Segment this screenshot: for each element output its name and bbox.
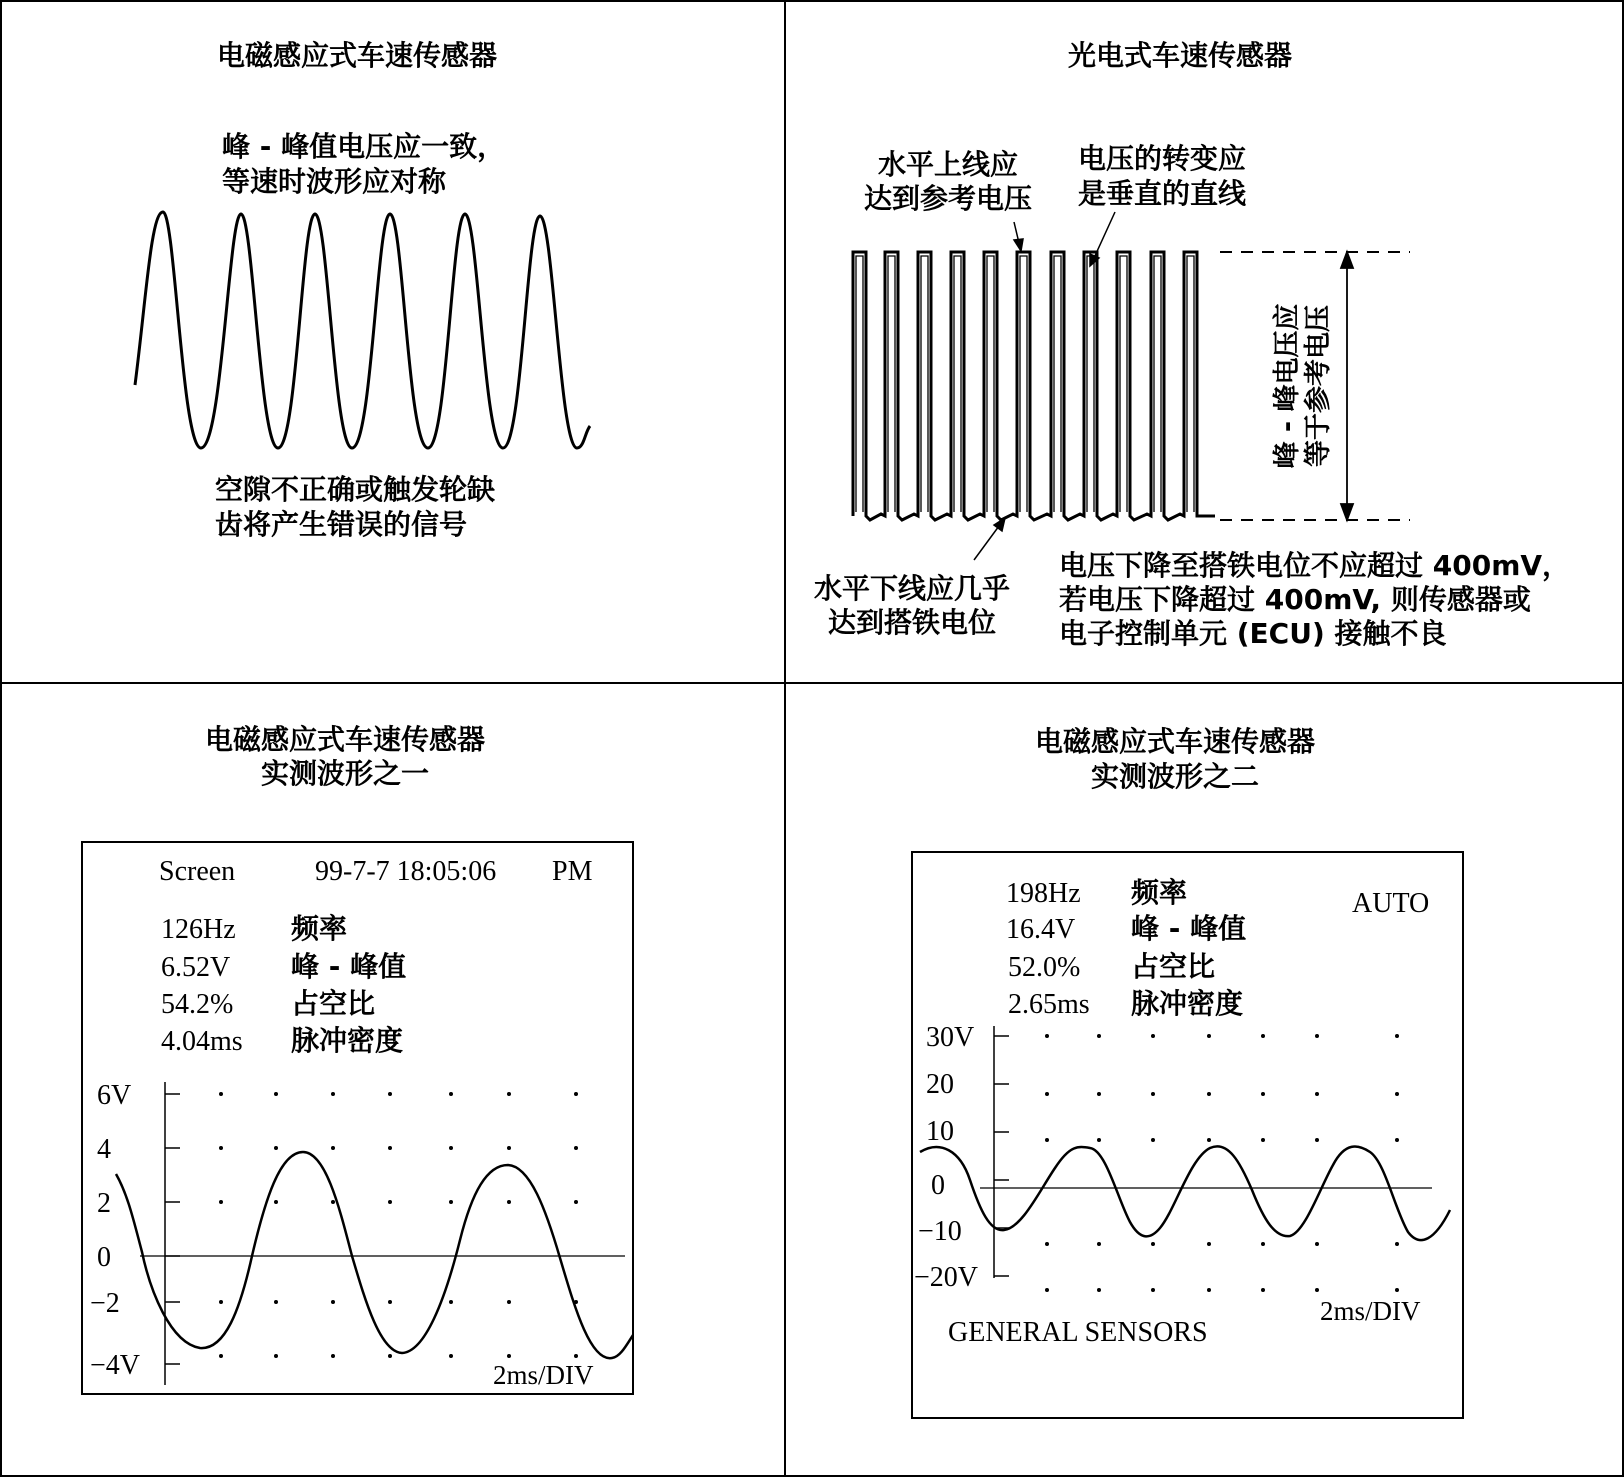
reading-peak-label: 峰 - 峰值 — [1131, 912, 1247, 945]
graticule-dot — [274, 1300, 278, 1304]
note-equals-reference-vertical: 等于参考电压 — [1303, 305, 1334, 467]
graticule-dot — [331, 1300, 335, 1304]
graticule-dot — [1151, 1242, 1155, 1246]
graticule-dot — [449, 1146, 453, 1150]
graticule-dot — [1207, 1138, 1211, 1142]
panel-title-line-2: 实测波形之二 — [1090, 760, 1260, 793]
note-drop-exceeds: 若电压下降超过 400mV, 则传感器或 — [1059, 583, 1531, 616]
panel-title: 电磁感应式车速传感器 — [216, 39, 498, 72]
graticule-dot — [331, 1200, 335, 1204]
graticule-dot — [274, 1092, 278, 1096]
y-tick-label: −10 — [918, 1216, 962, 1247]
graticule-dot — [331, 1354, 335, 1358]
graticule-dot — [1097, 1288, 1101, 1292]
graticule-dot — [1151, 1092, 1155, 1096]
y-tick-label: 0 — [97, 1242, 111, 1273]
timebase-label: 2ms/DIV — [493, 1360, 594, 1390]
panel-photoelectric — [814, 39, 1570, 650]
y-tick-label: 0 — [931, 1170, 945, 1201]
graticule-dot — [1045, 1242, 1049, 1246]
square-pulse-waveform-inner-trace — [856, 256, 1194, 512]
note-peak-consistent: 峰 - 峰值电压应一致， — [222, 130, 506, 163]
reading-pulse-value: 4.04ms — [161, 1026, 243, 1057]
graticule-dot — [507, 1200, 511, 1204]
note-drop-limit: 电压下降至搭铁电位不应超过 400mV， — [1059, 549, 1571, 582]
y-axis — [994, 1026, 1009, 1278]
graticule-dot — [1045, 1092, 1049, 1096]
graticule-dot — [1395, 1034, 1399, 1038]
graticule-dot — [1097, 1092, 1101, 1096]
graticule-dot — [1097, 1242, 1101, 1246]
y-tick-label: −20V — [914, 1262, 979, 1293]
reading-pulse-label: 脉冲密度 — [1131, 987, 1244, 1020]
timebase-label: 2ms/DIV — [1320, 1296, 1421, 1326]
graticule-dot — [1207, 1034, 1211, 1038]
graticule-dot — [1261, 1034, 1265, 1038]
graticule-dot — [1315, 1092, 1319, 1096]
peak-to-peak-dimension-arrow — [1341, 252, 1353, 520]
reading-frequency-value: 126Hz — [161, 914, 236, 945]
reading-frequency-label: 频率 — [291, 912, 348, 945]
graticule-dot — [1395, 1288, 1399, 1292]
graticule-dot — [1045, 1138, 1049, 1142]
reading-peak-label: 峰 - 峰值 — [291, 950, 407, 983]
reading-pulse-value: 2.65ms — [1008, 989, 1090, 1020]
note-lower-line: 水平下线应几乎 — [813, 572, 1011, 605]
note-reference-voltage: 达到参考电压 — [863, 182, 1033, 215]
graticule-dot — [1261, 1138, 1265, 1142]
graticule-dots — [219, 1092, 578, 1358]
panel-title-line-1: 电磁感应式车速传感器 — [1034, 725, 1316, 758]
graticule-dot — [1207, 1288, 1211, 1292]
graticule-dot — [1315, 1242, 1319, 1246]
graticule-dot — [1151, 1034, 1155, 1038]
reading-peak-value: 16.4V — [1006, 914, 1076, 945]
graticule-dot — [388, 1200, 392, 1204]
graticule-dot — [331, 1092, 335, 1096]
graticule-dot — [1395, 1092, 1399, 1096]
note-upper-line: 水平上线应 — [877, 148, 1019, 181]
note-straight-line: 是垂直的直线 — [1078, 177, 1247, 210]
graticule-dot — [1261, 1242, 1265, 1246]
panel-title-line-2: 实测波形之一 — [260, 757, 430, 790]
screen-datetime: 99-7-7 18:05:06 — [315, 856, 497, 887]
measured-waveform-trace — [116, 1152, 633, 1358]
graticule-dots — [1045, 1034, 1399, 1292]
note-ground-potential: 达到搭铁电位 — [827, 606, 997, 639]
graticule-dot — [574, 1354, 578, 1358]
panel-title-line-1: 电磁感应式车速传感器 — [204, 723, 486, 756]
graticule-dot — [331, 1146, 335, 1150]
graticule-dot — [507, 1092, 511, 1096]
graticule-dot — [1261, 1288, 1265, 1292]
graticule-dot — [1045, 1288, 1049, 1292]
graticule-dot — [219, 1200, 223, 1204]
graticule-dot — [1315, 1034, 1319, 1038]
screen-ampm: PM — [552, 856, 593, 887]
panel-measured-waveform-1 — [82, 723, 633, 1394]
graticule-dot — [449, 1092, 453, 1096]
graticule-dot — [1315, 1288, 1319, 1292]
panel-title: 光电式车速传感器 — [1067, 39, 1293, 72]
graticule-dot — [507, 1146, 511, 1150]
graticule-dot — [388, 1092, 392, 1096]
ideal-sine-waveform — [135, 212, 590, 448]
graticule-dot — [388, 1300, 392, 1304]
reading-peak-value: 6.52V — [161, 952, 231, 983]
reading-duty-value: 54.2% — [161, 989, 234, 1020]
graticule-dot — [219, 1146, 223, 1150]
y-tick-label: 6V — [97, 1080, 132, 1111]
reading-pulse-label: 脉冲密度 — [291, 1024, 404, 1057]
graticule-dot — [388, 1146, 392, 1150]
graticule-dot — [1097, 1138, 1101, 1142]
reading-duty-label: 占空比 — [1131, 950, 1216, 983]
graticule-dot — [274, 1354, 278, 1358]
note-poor-contact: 电子控制单元 (ECU) 接触不良 — [1059, 617, 1447, 650]
graticule-dot — [219, 1354, 223, 1358]
panel-electromagnetic-ideal — [135, 39, 590, 541]
graticule-dot — [1207, 1242, 1211, 1246]
y-tick-label: 4 — [97, 1134, 111, 1165]
y-tick-label: −2 — [90, 1288, 120, 1319]
graticule-dot — [1151, 1138, 1155, 1142]
note-symmetric: 等速时波形应对称 — [222, 165, 447, 198]
y-tick-label: 2 — [97, 1188, 111, 1219]
reading-duty-value: 52.0% — [1008, 952, 1081, 983]
reading-duty-label: 占空比 — [291, 987, 376, 1020]
graticule-dot — [1097, 1034, 1101, 1038]
graticule-dot — [1207, 1092, 1211, 1096]
note-gap-error: 空隙不正确或触发轮缺 — [215, 473, 496, 506]
graticule-dot — [219, 1300, 223, 1304]
mode-indicator: AUTO — [1352, 888, 1430, 919]
graticule-dot — [219, 1092, 223, 1096]
reading-frequency-label: 频率 — [1131, 876, 1188, 909]
graticule-dot — [574, 1200, 578, 1204]
graticule-dot — [388, 1354, 392, 1358]
graticule-dot — [574, 1146, 578, 1150]
y-tick-label: 20 — [926, 1069, 954, 1100]
graticule-dot — [1395, 1138, 1399, 1142]
graticule-dot — [1395, 1242, 1399, 1246]
graticule-dot — [1151, 1288, 1155, 1292]
graticule-dot — [274, 1200, 278, 1204]
graticule-dot — [449, 1354, 453, 1358]
graticule-dot — [1261, 1092, 1265, 1096]
note-peak-voltage-vertical: 峰 - 峰电压应 — [1272, 303, 1303, 469]
graticule-dot — [274, 1146, 278, 1150]
graticule-dot — [1315, 1138, 1319, 1142]
panel-measured-waveform-2 — [912, 725, 1463, 1418]
y-tick-label: −4V — [90, 1350, 141, 1381]
graticule-dot — [449, 1200, 453, 1204]
y-tick-label: 10 — [926, 1116, 954, 1147]
reading-frequency-value: 198Hz — [1006, 878, 1081, 909]
graticule-dot — [1045, 1034, 1049, 1038]
measured-waveform-trace — [920, 1146, 1450, 1240]
note-vertical-transition: 电压的转变应 — [1078, 142, 1247, 175]
graticule-dot — [507, 1300, 511, 1304]
footer-label: GENERAL SENSORS — [948, 1317, 1208, 1348]
screen-label: Screen — [159, 856, 236, 887]
graticule-dot — [574, 1092, 578, 1096]
vertical-note — [1271, 303, 1334, 468]
y-tick-label: 30V — [926, 1022, 975, 1053]
graticule-dot — [449, 1300, 453, 1304]
y-axis — [165, 1082, 180, 1385]
graticule-dot — [507, 1354, 511, 1358]
note-missing-tooth: 齿将产生错误的信号 — [215, 508, 468, 541]
